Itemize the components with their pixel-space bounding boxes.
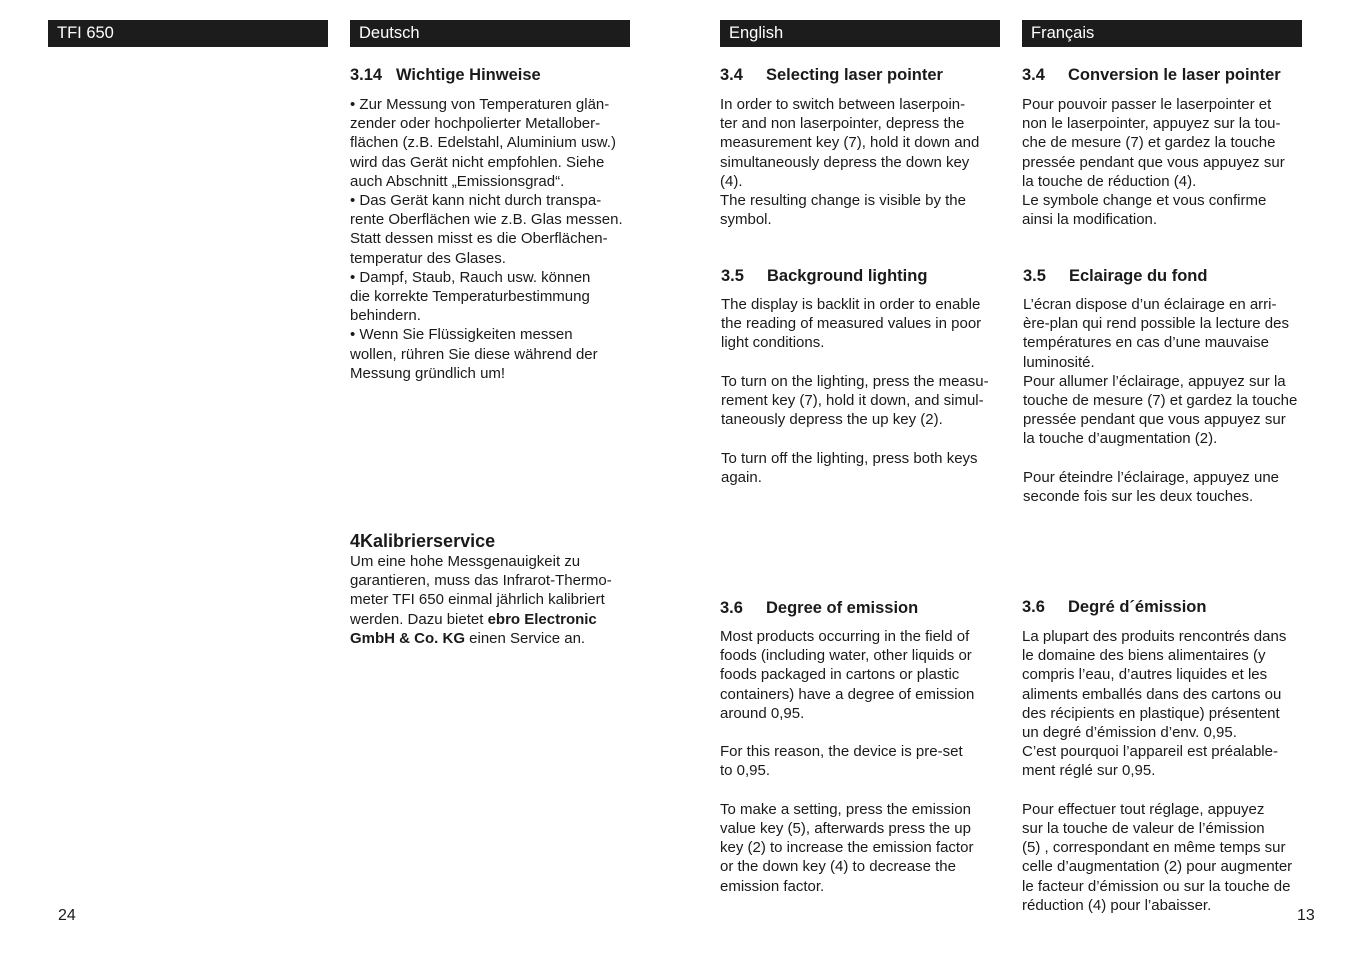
text-line: to 0,95. [720, 762, 771, 780]
language-label-francais: Français [1031, 24, 1095, 42]
text-line: (4). [720, 172, 743, 190]
text-line: L’écran dispose d’un éclairage en arri- [1023, 296, 1277, 313]
text-line: la touche d’augmentation (2). [1023, 430, 1218, 448]
section-title: Wichtige Hinweise [396, 66, 541, 84]
text-line: ainsi la modification. [1022, 211, 1158, 229]
text-line: luminosité. [1023, 353, 1095, 371]
text-line: un degré d’émission d’env. 0,95. [1022, 724, 1237, 742]
text-line: celle d’augmentation (2) pour augmenter [1022, 858, 1293, 876]
text-line: che de mesure (7) et gardez la touche [1022, 134, 1276, 152]
text-line: non le laserpointer, appuyez sur la tou- [1022, 115, 1281, 133]
language-label-english: English [729, 24, 784, 42]
text-line: rement key (7), hold it down, and simul- [721, 392, 984, 409]
text-line: seconde fois sur les deux touches. [1023, 488, 1254, 506]
section-title: Background lighting [767, 267, 928, 285]
text-line: C’est pourquoi l’appareil est préalable- [1022, 743, 1278, 761]
text-line: taneously depress the up key (2). [721, 411, 943, 429]
section-title: Conversion le laser pointer [1068, 66, 1281, 84]
section-number: 4 [350, 531, 361, 551]
text-line: pressée pendant que vous appuyez sur [1022, 153, 1285, 171]
section-number: 3.4 [1022, 66, 1045, 84]
text-line: foods (including water, other liquids or [720, 647, 972, 665]
text-span: werden. Dazu bietet [350, 610, 488, 628]
page-number-left: 24 [58, 907, 76, 924]
section-number: 3.4 [720, 66, 743, 84]
text-line: foods packaged in cartons or plastic [720, 666, 960, 684]
section-heading-en-3-6 [720, 598, 918, 618]
text-line: To turn on the lighting, press the measu- [721, 372, 989, 390]
text-line: To make a setting, press the emission [720, 800, 971, 818]
section-title: Kalibrierservice [360, 531, 496, 551]
text-line: la touche de réduction (4). [1022, 172, 1197, 190]
text-line: measurement key (7), hold it down and [720, 134, 980, 152]
text-line: Pour effectuer tout réglage, appuyez [1022, 800, 1265, 818]
section-number: 3.6 [720, 599, 743, 617]
section-title: Degré d´émission [1068, 598, 1207, 616]
text-line: réduction (4) pour l’abaisser. [1022, 896, 1212, 914]
text-line: symbol. [720, 211, 772, 229]
text-line: La plupart des produits rencontrés dans [1022, 628, 1287, 645]
text-line: meter TFI 650 einmal jährlich kalibriert [350, 591, 605, 609]
header-bar-francais [1022, 20, 1302, 47]
text-line: Pour allumer l’éclairage, appuyez sur la [1023, 372, 1286, 390]
text-line: The resulting change is visible by the [720, 192, 966, 210]
section-body-fr-3-6 [1022, 627, 1302, 915]
text-line: auch Abschnitt „Emissionsgrad“. [350, 172, 565, 190]
page-number-right: 13 [1297, 907, 1315, 924]
section-body-en-3-5 [721, 295, 1000, 487]
text-line: Pour pouvoir passer le laserpointer et [1022, 96, 1272, 113]
section-body-en-3-6 [720, 627, 1000, 896]
header-bar-english [720, 20, 1000, 47]
text-line: containers) have a degree of emission [720, 685, 975, 703]
text-line: • Wenn Sie Flüssigkeiten messen [350, 326, 573, 344]
text-line: Statt dessen misst es die Oberflächen- [350, 230, 608, 248]
text-line: flächen (z.B. Edelstahl, Aluminium usw.) [350, 134, 616, 152]
text-line: • Dampf, Staub, Rauch usw. können [350, 268, 591, 286]
text-line: compris l’eau, d’autres liquides et les [1022, 666, 1268, 684]
text-line: Le symbole change et vous confirme [1022, 192, 1267, 210]
text-line: aliments emballés dans des cartons ou [1022, 685, 1282, 703]
section-heading-fr-3-6 [1022, 597, 1206, 617]
text-line: wird das Gerät nicht empfohlen. Siehe [350, 153, 605, 171]
text-line: le facteur d’émission ou sur la touche de [1022, 877, 1291, 895]
section-heading-en-3-4 [720, 65, 943, 85]
section-title: Eclairage du fond [1069, 267, 1208, 285]
text-line: températures en cas d’une mauvaise [1023, 334, 1269, 352]
text-line: le domaine des biens alimentaires (y [1022, 647, 1266, 665]
text-line: touche de mesure (7) et gardez la touche [1023, 392, 1298, 410]
text-line: • Das Gerät kann nicht durch transpa- [350, 192, 602, 210]
text-line: behindern. [350, 307, 421, 325]
text-line: or the down key (4) to decrease the [720, 858, 956, 876]
text-line [350, 610, 630, 629]
text-line: light conditions. [721, 334, 825, 352]
text-line: Messung gründlich um! [350, 364, 506, 382]
section-number: 3.14 [350, 66, 383, 84]
text-line: again. [721, 468, 762, 486]
text-line: die korrekte Temperaturbestimmung [350, 288, 590, 306]
section-heading-fr-3-5 [1023, 266, 1207, 286]
section-title: Degree of emission [766, 599, 919, 617]
text-line: around 0,95. [720, 704, 805, 722]
text-line: simultaneously depress the down key [720, 153, 970, 171]
section-heading-en-3-5 [721, 266, 927, 286]
text-line: (5) , correspondant en même temps sur [1022, 839, 1286, 857]
section-heading-de-3-14 [350, 65, 541, 85]
text-line: ment réglé sur 0,95. [1022, 762, 1156, 780]
section-body-fr-3-4 [1022, 95, 1302, 229]
section-body-de-4 [350, 552, 630, 648]
header-bar-model [48, 20, 328, 47]
section-body-de-3-14 [350, 95, 630, 383]
text-line: Most products occurring in the field of [720, 628, 970, 645]
section-body-en-3-4 [720, 95, 1000, 229]
section-number: 3.5 [721, 267, 744, 285]
text-line: ter and non laserpointer, depress the [720, 115, 965, 133]
section-number: 3.5 [1023, 267, 1046, 285]
text-line: emission factor. [720, 877, 825, 895]
text-line: key (2) to increase the emission factor [720, 839, 974, 857]
text-line [350, 629, 630, 648]
header-bar-deutsch [350, 20, 630, 47]
text-line: wollen, rühren Sie diese während der [350, 345, 598, 363]
section-number: 3.6 [1022, 598, 1045, 616]
text-span: einen Service an. [465, 629, 586, 647]
section-title: Selecting laser pointer [766, 66, 943, 84]
text-line: pressée pendant que vous appuyez sur [1023, 411, 1286, 429]
text-line: des récipients en plastique) présentent [1022, 704, 1280, 722]
text-line: zender oder hochpolierter Metallober- [350, 115, 601, 133]
section-body-fr-3-5 [1023, 295, 1302, 506]
text-line: sur la touche de valeur de l’émission [1022, 820, 1265, 838]
text-line: In order to switch between laserpoin- [720, 96, 966, 113]
company-name: GmbH & Co. KG [350, 629, 465, 647]
text-line: garantieren, muss das Infrarot-Thermo- [350, 572, 612, 590]
section-heading-de-4 [350, 530, 495, 552]
text-line: Pour éteindre l’éclairage, appuyez une [1023, 468, 1280, 486]
text-line: To turn off the lighting, press both keys [721, 449, 978, 467]
text-line: The display is backlit in order to enable [721, 296, 981, 313]
text-line: value key (5), afterwards press the up [720, 820, 971, 837]
text-line: Um eine hohe Messgenauigkeit zu [350, 553, 581, 570]
company-name: ebro Electronic [487, 610, 597, 628]
text-line: temperatur des Glases. [350, 249, 506, 267]
language-label-deutsch: Deutsch [359, 24, 420, 42]
text-line: • Zur Messung von Temperaturen glän- [350, 96, 610, 113]
model-label: TFI 650 [57, 24, 114, 42]
text-line: rente Oberflächen wie z.B. Glas messen. [350, 211, 623, 229]
text-line: ère-plan qui rend possible la lecture des [1023, 315, 1289, 333]
section-heading-fr-3-4 [1022, 65, 1281, 85]
text-line: For this reason, the device is pre-set [720, 743, 963, 761]
text-line: the reading of measured values in poor [721, 315, 982, 333]
